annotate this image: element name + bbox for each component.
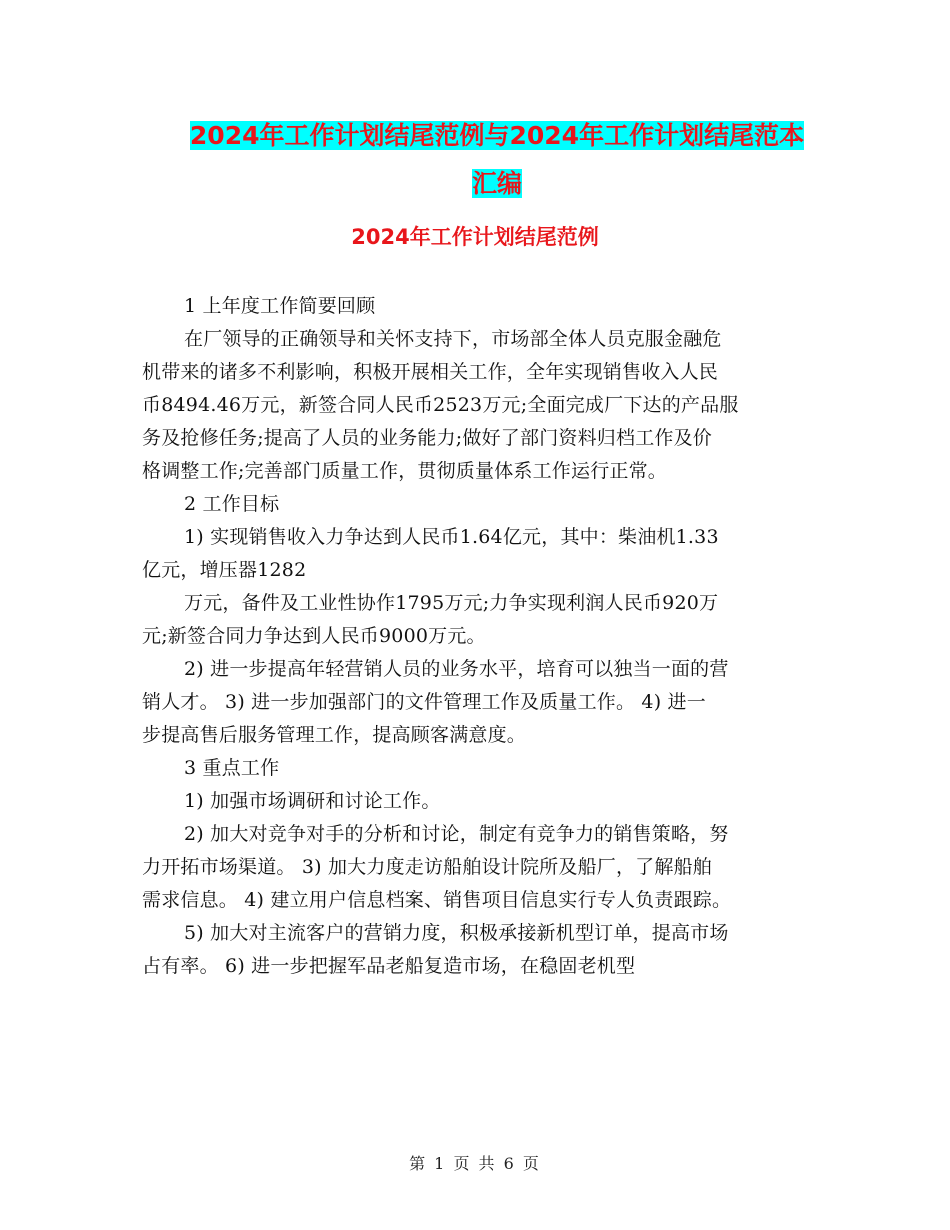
heading-work-goals: 2 工作目标 (184, 493, 280, 515)
body-line: 在厂领导的正确领导和关怀支持下，市场部全体人员克服金融危 (184, 328, 722, 350)
body-line: 1) 加强市场调研和讨论工作。 (184, 790, 441, 812)
body-line: 务及抢修任务;提高了人员的业务能力;做好了部门资料归档工作及价 (142, 427, 713, 449)
document-body (142, 290, 810, 983)
document-title (140, 112, 854, 208)
body-line: 1) 实现销售收入力争达到人民币1.64亿元，其中：柴油机1.33 (184, 526, 719, 548)
body-line: 币8494.46万元，新签合同人民币2523万元;全面完成厂下达的产品服 (142, 394, 739, 416)
body-line: 亿元，增压器1282 (142, 559, 307, 581)
heading-previous-year-review: 1 上年度工作简要回顾 (184, 295, 376, 317)
body-line: 步提高售后服务管理工作，提高顾客满意度。 (142, 724, 527, 746)
heading-key-work: 3 重点工作 (184, 757, 280, 779)
body-line: 力开拓市场渠道。 3) 加大力度走访船舶设计院所及船厂，了解船舶 (142, 856, 712, 878)
document-title-line-1: 2024年工作计划结尾范例与2024年工作计划结尾范本 (189, 121, 805, 150)
document-title-line-2: 汇编 (471, 169, 522, 198)
body-line: 万元，备件及工业性协作1795万元;力争实现利润人民币920万 (184, 592, 719, 614)
body-line: 机带来的诸多不利影响，积极开展相关工作，全年实现销售收入人民 (142, 361, 719, 383)
page-footer: 第 1 页 共 6 页 (409, 1154, 541, 1173)
body-line: 销人才。 3) 进一步加强部门的文件管理工作及质量工作。 4) 进一 (142, 691, 706, 713)
body-line: 5) 加大对主流客户的营销力度，积极承接新机型订单，提高市场 (184, 922, 729, 944)
body-line: 2) 进一步提高年轻营销人员的业务水平，培育可以独当一面的营 (184, 658, 729, 680)
body-line: 格调整工作;完善部门质量工作，贯彻质量体系工作运行正常。 (142, 460, 668, 482)
body-line: 2) 加大对竞争对手的分析和讨论，制定有竞争力的销售策略，努 (184, 823, 729, 845)
body-line: 元;新签合同力争达到人民币9000万元。 (142, 625, 486, 647)
section-title: 2024年工作计划结尾范例 (351, 225, 599, 249)
body-line: 占有率。 6) 进一步把握军品老船复造市场，在稳固老机型 (142, 955, 636, 977)
body-line: 需求信息。 4) 建立用户信息档案、销售项目信息实行专人负责跟踪。 (142, 889, 732, 911)
